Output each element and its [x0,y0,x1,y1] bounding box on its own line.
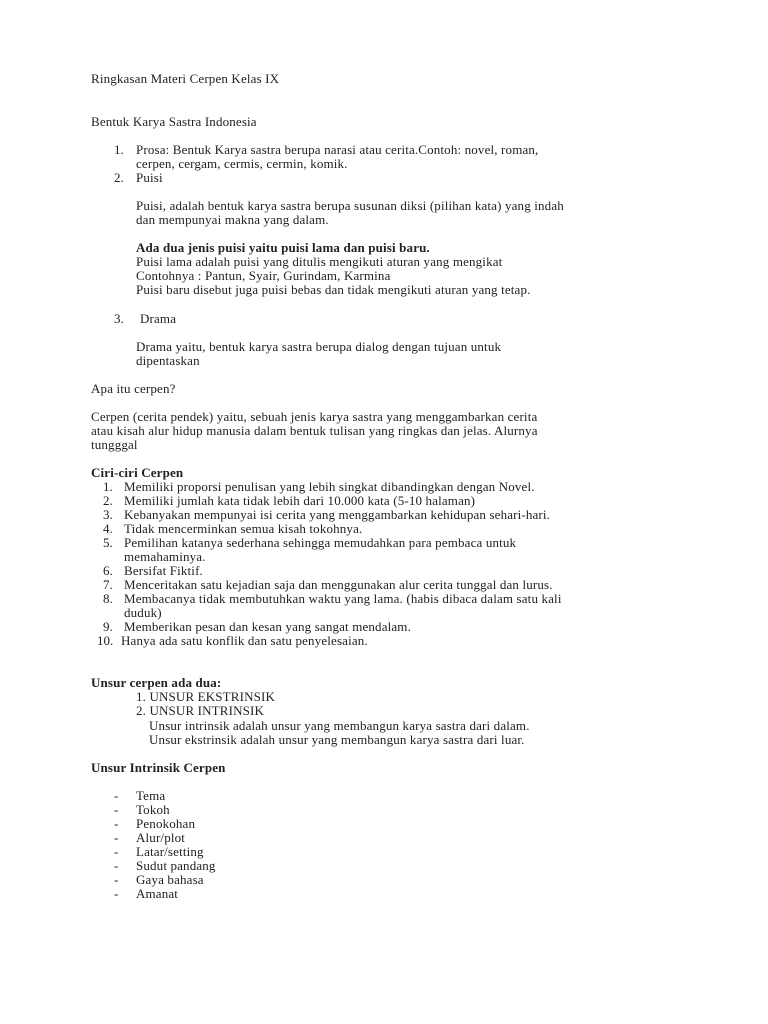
list-number: 8. [103,591,113,606]
list-number: 2. [103,493,113,508]
list-item: Pemilihan katanya sederhana sehingga memudahkan para pembaca untuk [124,535,517,550]
drama-label: Drama [140,311,177,326]
list-item: Sudut pandang [136,858,216,873]
list-item: Alur/plot [136,830,186,845]
puisi-types-heading: Ada dua jenis puisi yaitu puisi lama dan puisi baru. [136,240,430,255]
puisi-lama-text: Puisi lama adalah puisi yang ditulis mengikuti aturan yang mengikat [136,254,503,269]
list-item: Hanya ada satu konflik dan satu penyelesaian. [121,633,368,648]
unsur-intrinsik-item: 2. UNSUR INTRINSIK [136,703,265,718]
list-item-continuation: duduk) [124,605,162,620]
document-title: Ringkasan Materi Cerpen Kelas IX [91,71,280,86]
section-heading-bentuk-karya: Bentuk Karya Sastra Indonesia [91,114,257,129]
list-item: Membacanya tidak membutuhkan waktu yang lama. (habis dibaca dalam satu kali [124,591,562,606]
puisi-label: Puisi [136,170,163,185]
list-number: 3. [103,507,113,522]
bullet-dash: - [114,844,119,859]
unsur-intrinsik-heading: Unsur Intrinsik Cerpen [91,760,226,775]
bullet-dash: - [114,816,119,831]
cerpen-definition-line-2: atau kisah alur hidup manusia dalam bentuk tulisan yang ringkas dan jelas. Alurnya [91,423,538,438]
list-number: 7. [103,577,113,592]
list-item: Bersifat Fiktif. [124,563,203,578]
list-number: 3. [114,311,124,326]
puisi-desc-line-1: Puisi, adalah bentuk karya sastra berupa susunan diksi (pilihan kata) yang indah [136,198,564,213]
list-item: Memiliki proporsi penulisan yang lebih singkat dibandingkan dengan Novel. [124,479,535,494]
list-item: Menceritakan satu kejadian saja dan menggunakan alur cerita tunggal dan lurus. [124,577,553,592]
drama-line-2: dipentaskan [136,353,200,368]
list-item: Tokoh [136,802,170,817]
unsur-cerpen-heading: Unsur cerpen ada dua: [91,675,222,690]
list-number: 6. [103,563,113,578]
list-number: 10. [97,633,114,648]
unsur-ekstrinsik-item: 1. UNSUR EKSTRINSIK [136,689,276,704]
prosa-line-2: cerpen, cergam, cermis, cermin, komik. [136,156,348,171]
list-item: Gaya bahasa [136,872,204,887]
bullet-dash: - [114,886,119,901]
list-item: Memberikan pesan dan kesan yang sangat mendalam. [124,619,411,634]
puisi-lama-contoh: Contohnya : Pantun, Syair, Gurindam, Karmina [136,268,391,283]
list-number: 5. [103,535,113,550]
list-item: Kebanyakan mempunyai isi cerita yang menggambarkan kehidupan sehari-hari. [124,507,551,522]
intrinsik-definition: Unsur intrinsik adalah unsur yang membangun karya sastra dari dalam. [149,718,530,733]
bullet-dash: - [114,802,119,817]
list-number: 1. [103,479,113,494]
list-item: Penokohan [136,816,196,831]
list-number: 9. [103,619,113,634]
list-item: Memiliki jumlah kata tidak lebih dari 10.000 kata (5-10 halaman) [124,493,476,508]
bullet-dash: - [114,858,119,873]
cerpen-definition-line-1: Cerpen (cerita pendek) yaitu, sebuah jenis karya sastra yang menggambarkan cerita [91,409,538,424]
list-item: Latar/setting [136,844,204,859]
list-item: Tema [136,788,166,803]
bullet-dash: - [114,788,119,803]
list-number: 1. [114,142,124,157]
cerpen-definition-line-3: tungggal [91,437,138,452]
puisi-baru-text: Puisi baru disebut juga puisi bebas dan tidak mengikuti aturan yang tetap. [136,282,531,297]
bullet-dash: - [114,830,119,845]
list-item: Amanat [136,886,179,901]
apa-itu-cerpen: Apa itu cerpen? [91,381,176,396]
bullet-dash: - [114,872,119,887]
ciri-ciri-heading: Ciri-ciri Cerpen [91,465,184,480]
list-number: 4. [103,521,113,536]
drama-line-1: Drama yaitu, bentuk karya sastra berupa dialog dengan tujuan untuk [136,339,502,354]
list-item: Tidak mencerminkan semua kisah tokohnya. [124,521,363,536]
ekstrinsik-definition: Unsur ekstrinsik adalah unsur yang membangun karya sastra dari luar. [149,732,525,747]
puisi-desc-line-2: dan mempunyai makna yang dalam. [136,212,329,227]
list-number: 2. [114,170,124,185]
prosa-line-1: Prosa: Bentuk Karya sastra berupa narasi atau cerita.Contoh: novel, roman, [136,142,539,157]
list-item-continuation: memahaminya. [124,549,206,564]
